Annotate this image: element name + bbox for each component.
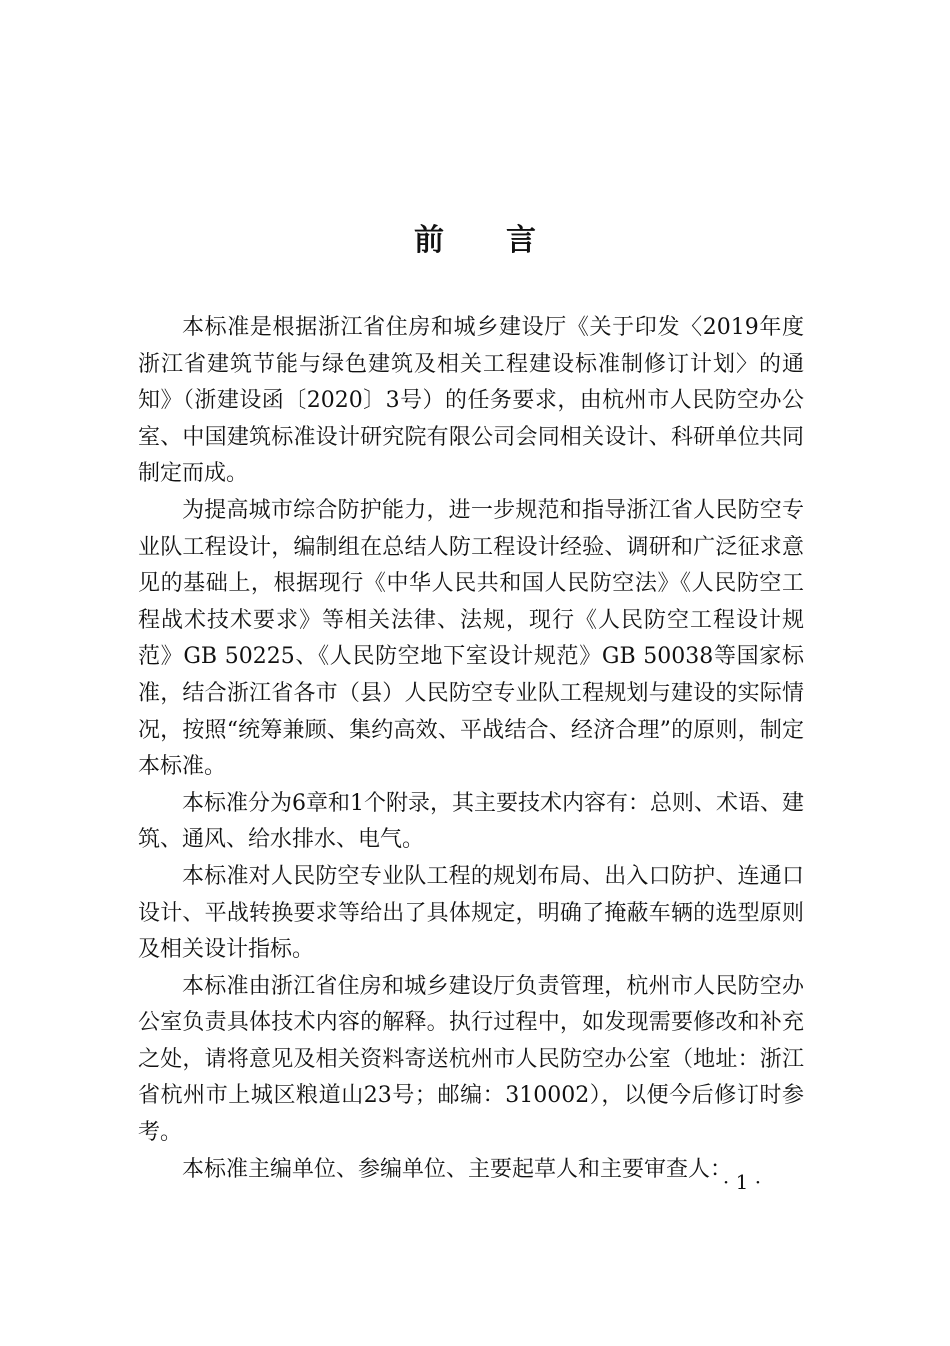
body-text [138, 310, 804, 1188]
paragraph-basis: 本标准是根据浙江省住房和城乡建设厅《关于印发〈2019年度浙江省建筑节能与绿色建筑及相关工程建设标准制修订计划〉的通知》（浙建设函〔2020〕3号）的任务要求，由杭州市人民防空办公室、中国建筑标准设计研究院有限公司会同相关设计、科研单位共同制定而成。 [138, 315, 804, 487]
paragraph-drafters: 本标准主编单位、参编单位、主要起草人和主要审查人： [182, 1156, 733, 1182]
paragraph-contents: 本标准分为6章和1个附录，其主要技术内容有：总则、术语、建筑、通风、给水排水、电气。 [138, 790, 804, 853]
paragraph-provisions: 本标准对人民防空专业队工程的规划布局、出入口防护、连通口设计、平战转换要求等给出了具体规定，明确了掩蔽车辆的选型原则及相关设计指标。 [138, 863, 804, 963]
page-title: 前言 [414, 223, 598, 259]
page-number: · 1 · [722, 1170, 762, 1194]
paragraph-management: 本标准由浙江省住房和城乡建设厅负责管理，杭州市人民防空办公室负责具体技术内容的解释。执行过程中，如发现需要修改和补充之处，请将意见及相关资料寄送杭州市人民防空办公室（地址：浙江省杭州市上城区粮道山23号；邮编：310002），以便今后修订时参考。 [138, 973, 804, 1146]
paragraph-purpose: 为提高城市综合防护能力，进一步规范和指导浙江省人民防空专业队工程设计，编制组在总结人防工程设计经验、调研和广泛征求意见的基础上，根据现行《中华人民共和国人民防空法》《人民防空工程战术技术要求》等相关法律、法规，现行《人民防空工程设计规范》GB 50225、《人民防空地下室设计规范》GB 50038等国家标准，结合浙江省各市（县）人民防空专业队工程规划与建设的实际情况，按照“统筹兼顾、集约高效、平战结合、经济合理”的原则，制定本标准。 [138, 497, 804, 780]
